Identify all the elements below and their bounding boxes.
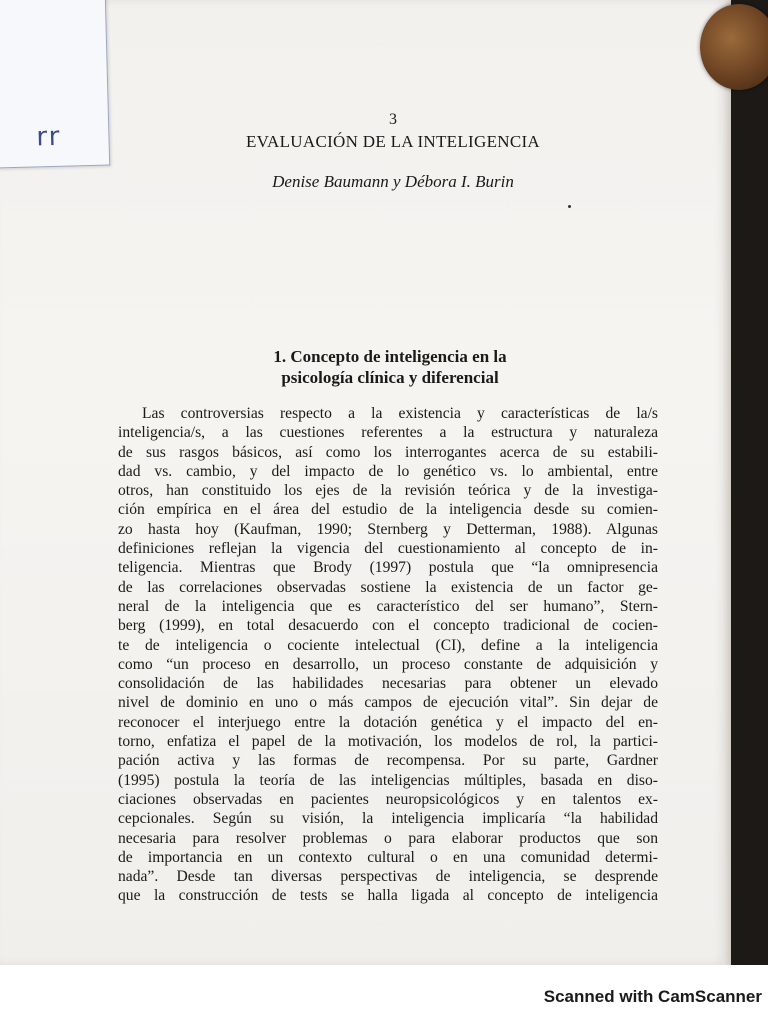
body-line: berg (1999), en total desacuerdo con el concepto tradicional de cocien- (118, 617, 658, 635)
section-heading-line-1: 1. Concepto de inteligencia en la (273, 347, 507, 366)
body-line: pación activa y las formas de recompensa. Por su parte, Gardner (118, 752, 658, 770)
scanner-footer (0, 965, 768, 1024)
handwritten-mark: rr (36, 121, 62, 153)
body-line: ción empírica en el área del estudio de la inteligencia desde su comien- (118, 501, 658, 519)
body-line: definiciones reflejan la vigencia del cuestionamiento al concepto de in- (118, 540, 658, 558)
body-line: reconocer el interjuego entre la dotación genética y el impacto del en- (118, 713, 658, 731)
body-line: dad vs. cambio, y del impacto de lo genético vs. lo ambiental, entre (118, 462, 658, 480)
chapter-title: EVALUACIÓN DE LA INTELIGENCIA (245, 132, 541, 151)
body-line: de sus rasgos básicos, así como los interrogantes acerca de su estabili- (118, 443, 658, 461)
body-line: de importancia en un contexto cultural o en una comunidad determi- (118, 848, 658, 866)
body-line: (1995) postula la teoría de las inteligencias múltiples, basada en diso- (118, 771, 658, 789)
ink-dot (568, 205, 571, 208)
body-line: teligencia. Mientras que Brody (1997) postula que “la omnipresencia (118, 559, 658, 577)
body-line: nivel de dominio en uno o más campos de ejecución vital”. Sin dejar de (118, 694, 658, 712)
body-line: otros, han constituido los ejes de la revisión teórica y de la investiga- (118, 482, 658, 500)
body-line: como “un proceso en desarrollo, un proceso constante de adquisición y (118, 655, 658, 673)
body-line: torno, enfatiza el papel de la motivación, los modelos de rol, la partici- (118, 733, 658, 751)
chapter-number: 3 (389, 111, 397, 128)
body-line: necesaria para resolver problemas o para elaborar productos que son (118, 829, 658, 847)
coin-object (700, 4, 768, 90)
scanner-watermark: Scanned with CamScanner (543, 987, 762, 1006)
chapter-authors: Denise Baumann y Débora I. Burin (272, 172, 514, 191)
body-line: inteligencia/s, a las cuestiones referentes a la estructura y naturaleza (118, 424, 658, 442)
body-line: consolidación de las habilidades necesarias para obtener un elevado (118, 675, 658, 693)
body-line: te de inteligencia o cociente intelectual (CI), define a la inteligencia (118, 636, 658, 654)
body-paragraph (118, 404, 658, 906)
body-line: de las correlaciones observadas sostiene la existencia de un factor ge- (118, 578, 658, 596)
body-line: ciaciones observadas en pacientes neuropsicológicos y en talentos ex- (118, 790, 658, 808)
section-heading (0, 346, 768, 388)
body-line: neral de la inteligencia que es característico del ser humano”, Stern- (118, 597, 658, 615)
section-heading-line-2: psicología clínica y diferencial (281, 368, 499, 387)
body-line: zo hasta hoy (Kaufman, 1990; Sternberg y Detterman, 1988). Algunas (118, 520, 658, 538)
body-line: que la construcción de tests se halla ligada al concepto de inteligencia (118, 887, 658, 905)
body-line: cepcionales. Según su visión, la inteligencia implicaría “la habilidad (118, 810, 658, 828)
body-line: nada”. Desde tan diversas perspectivas de inteligencia, se desprende (118, 868, 658, 886)
body-line: Las controversias respecto a la existencia y características de la/s (142, 405, 658, 422)
